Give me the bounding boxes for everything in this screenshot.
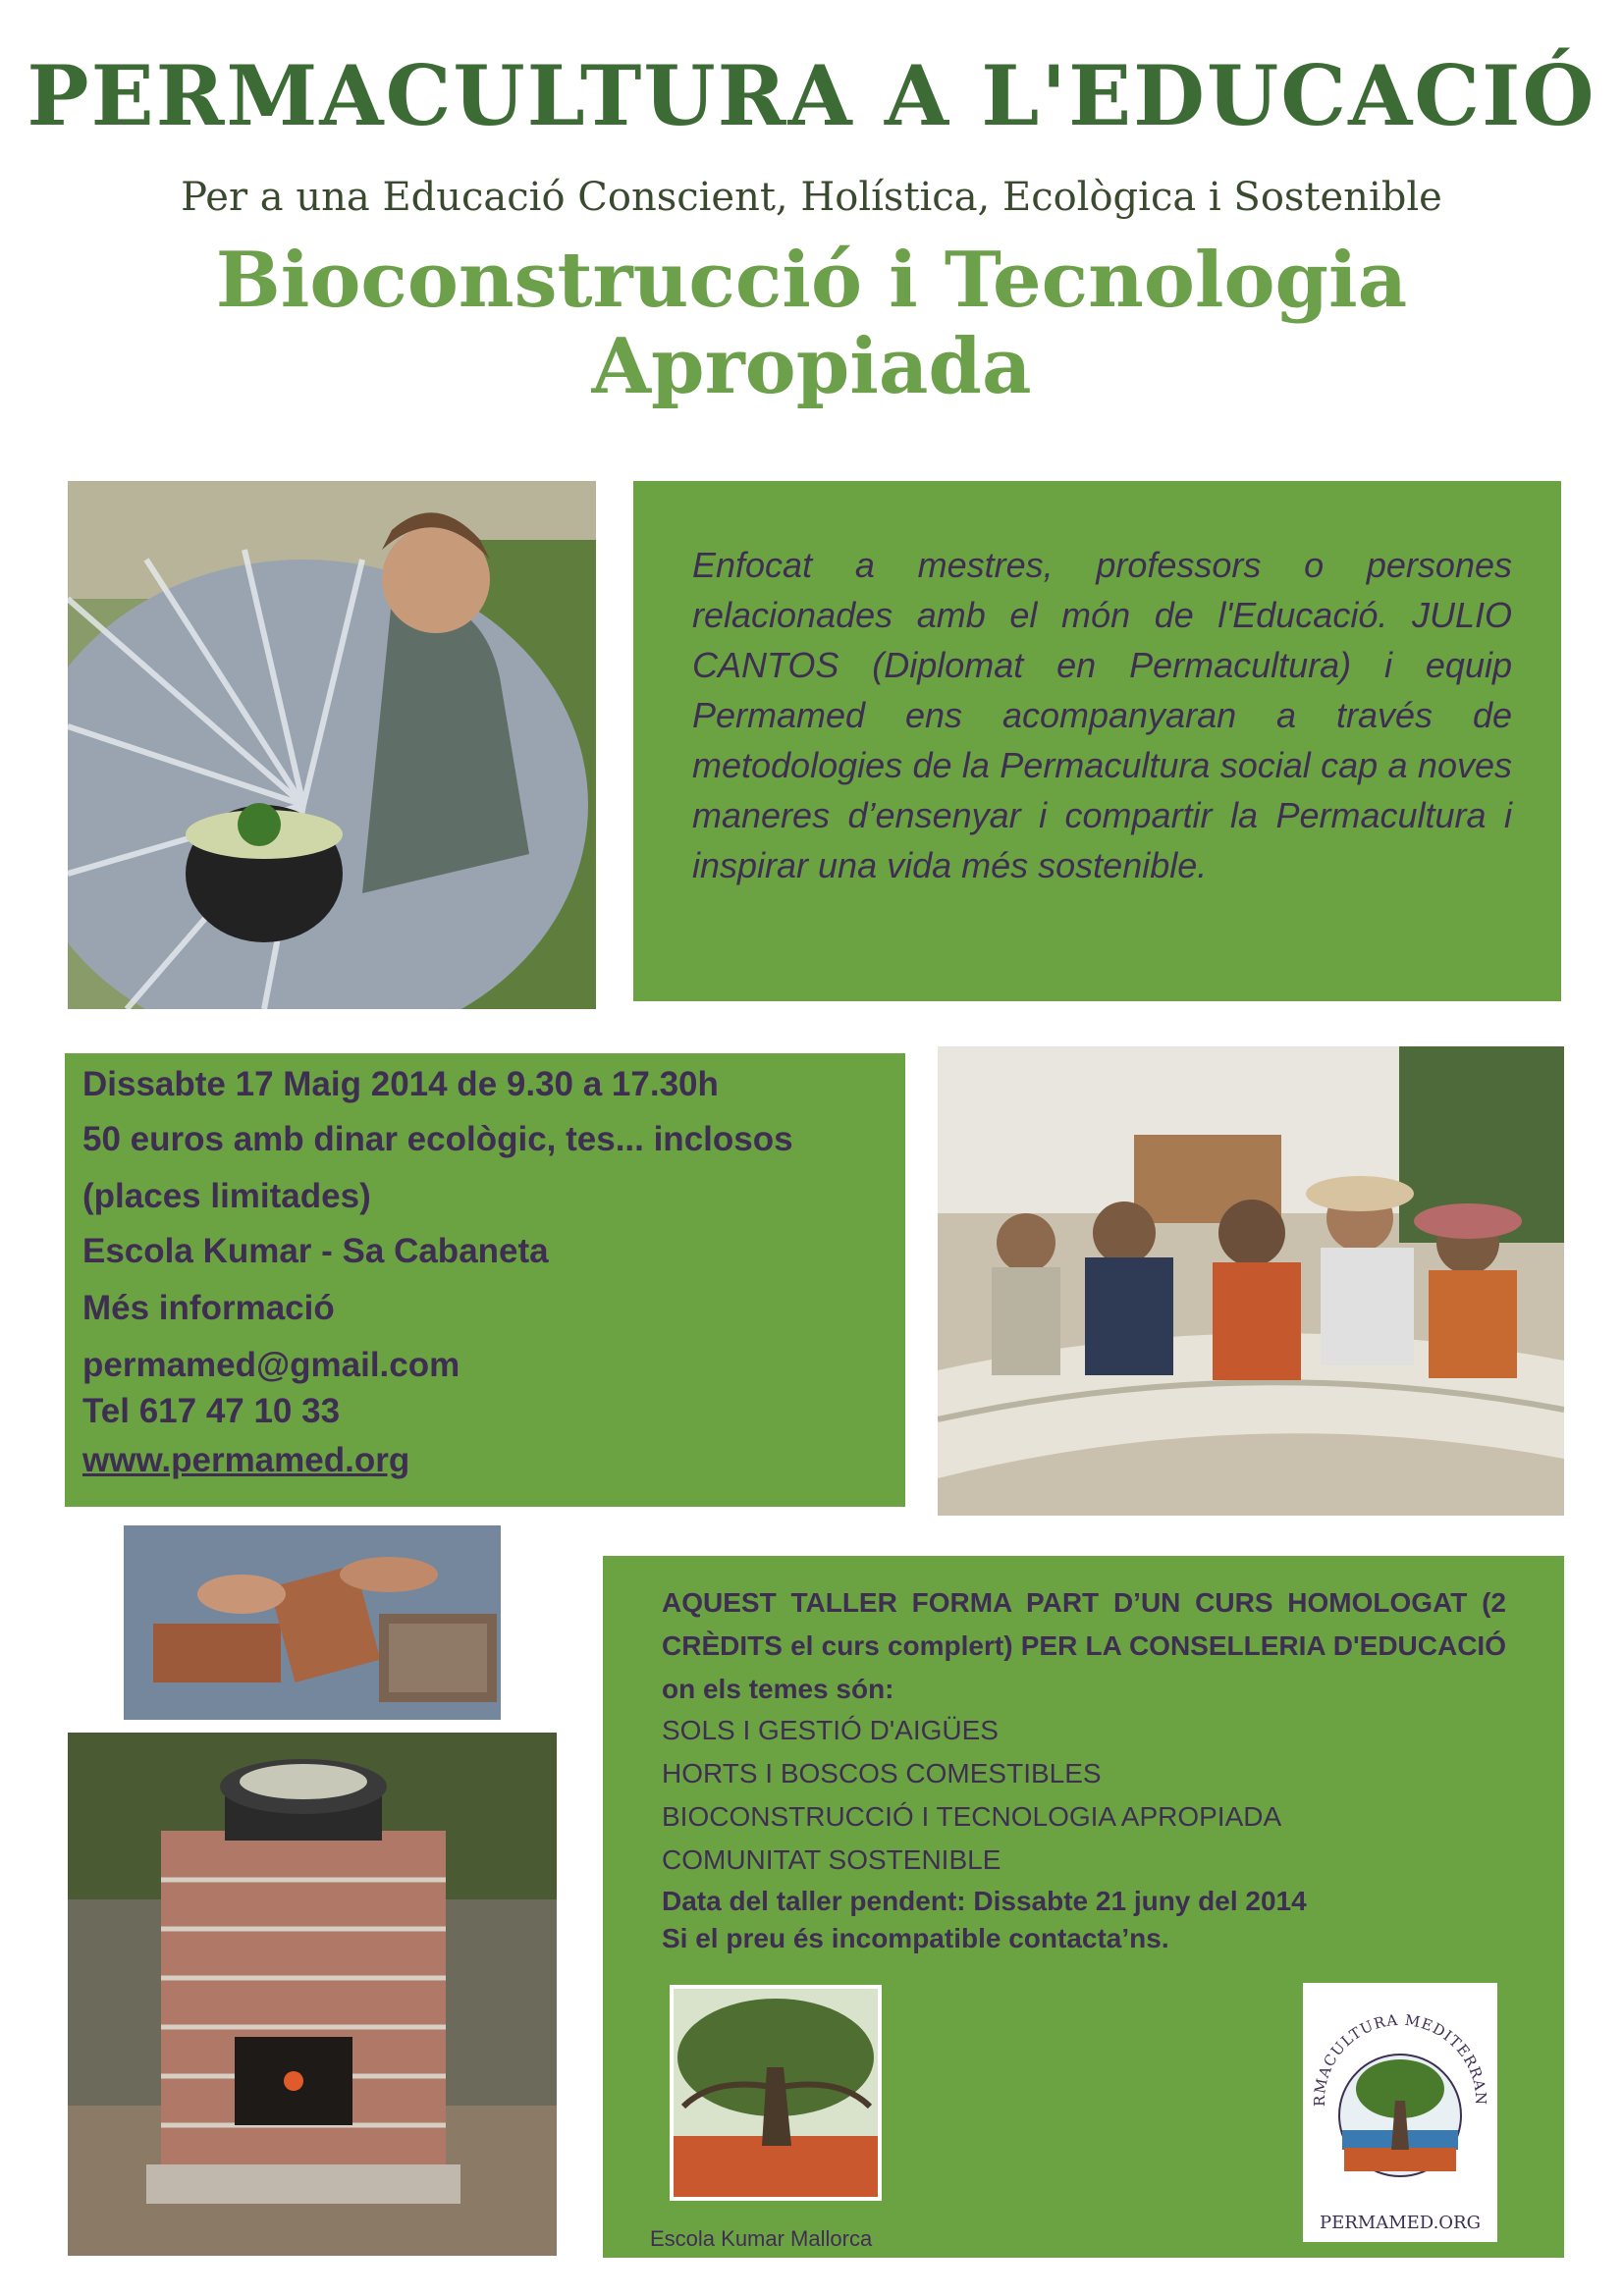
solar-cooker-photo <box>68 481 596 1009</box>
event-info-box <box>65 1053 905 1507</box>
event-date: Dissabte 17 Maig 2014 de 9.30 a 17.30h <box>82 1065 719 1103</box>
workshop-heading-line2: Apropiada <box>591 322 1032 411</box>
event-venue: Escola Kumar - Sa Cabaneta <box>82 1232 549 1270</box>
logo-bottom-text: PERMAMED.ORG <box>1319 2213 1482 2233</box>
workshop-heading-line1: Bioconstrucció i Tecnologia <box>215 236 1408 325</box>
course-topic-2: HORTS I BOSCOS COMESTIBLES <box>662 1758 1102 1789</box>
page-subtitle: Per a una Educació Conscient, Holística, Ecològica i Sostenible <box>181 175 1442 220</box>
website-link[interactable]: www.permamed.org <box>82 1441 410 1479</box>
page-title: PERMACULTURA A L'EDUCACIÓ <box>27 47 1596 144</box>
course-topic-4: COMUNITAT SOSTENIBLE <box>662 1844 1001 1875</box>
course-topic-1: SOLS I GESTIÓ D'AIGÜES <box>662 1715 999 1745</box>
contact-email[interactable]: permamed@gmail.com <box>82 1346 460 1384</box>
intro-text: Enfocat a mestres, professors o persones relacionades amb el món de l'Educació. JULIO CANTOS (Diplomat en Permacultura) i equip Permamed ens acompanyaran a través de metodologies de la Permacultura social cap a noves maneres d’ensenyar i compartir la Permacultura i inspirar una vida més sostenible. <box>692 545 1512 885</box>
contact-phone: Tel 617 47 10 33 <box>82 1392 341 1430</box>
contact-note: Si el preu és incompatible contacta’ns. <box>662 1923 1169 1953</box>
rocket-stove-photo <box>68 1733 557 2256</box>
course-heading: AQUEST TALLER FORMA PART D’UN CURS HOMOLOGAT (2 CRÈDITS el curs complert) PER LA CONSELLERIA D'EDUCACIÓ on els temes són: <box>662 1587 1506 1704</box>
event-price: 50 euros amb dinar ecològic, tes... inclosos <box>82 1120 793 1158</box>
adobe-bricks-photo <box>124 1525 501 1720</box>
tree-photo <box>670 1985 882 2201</box>
more-info-label: Més informació <box>82 1289 335 1327</box>
event-limited: (places limitades) <box>82 1177 371 1215</box>
photo-caption: Escola Kumar Mallorca <box>650 2226 873 2251</box>
logo-arc-text: RMACULTURA MEDITERRAN <box>1310 2010 1490 2108</box>
pending-date: Data del taller pendent: Dissabte 21 juny del 2014 <box>662 1886 1307 1916</box>
group-building-photo <box>938 1046 1564 1516</box>
intro-box <box>633 481 1561 1001</box>
permamed-logo <box>1303 1983 1497 2242</box>
course-topic-3: BIOCONSTRUCCIÓ I TECNOLOGIA APROPIADA <box>662 1801 1282 1832</box>
